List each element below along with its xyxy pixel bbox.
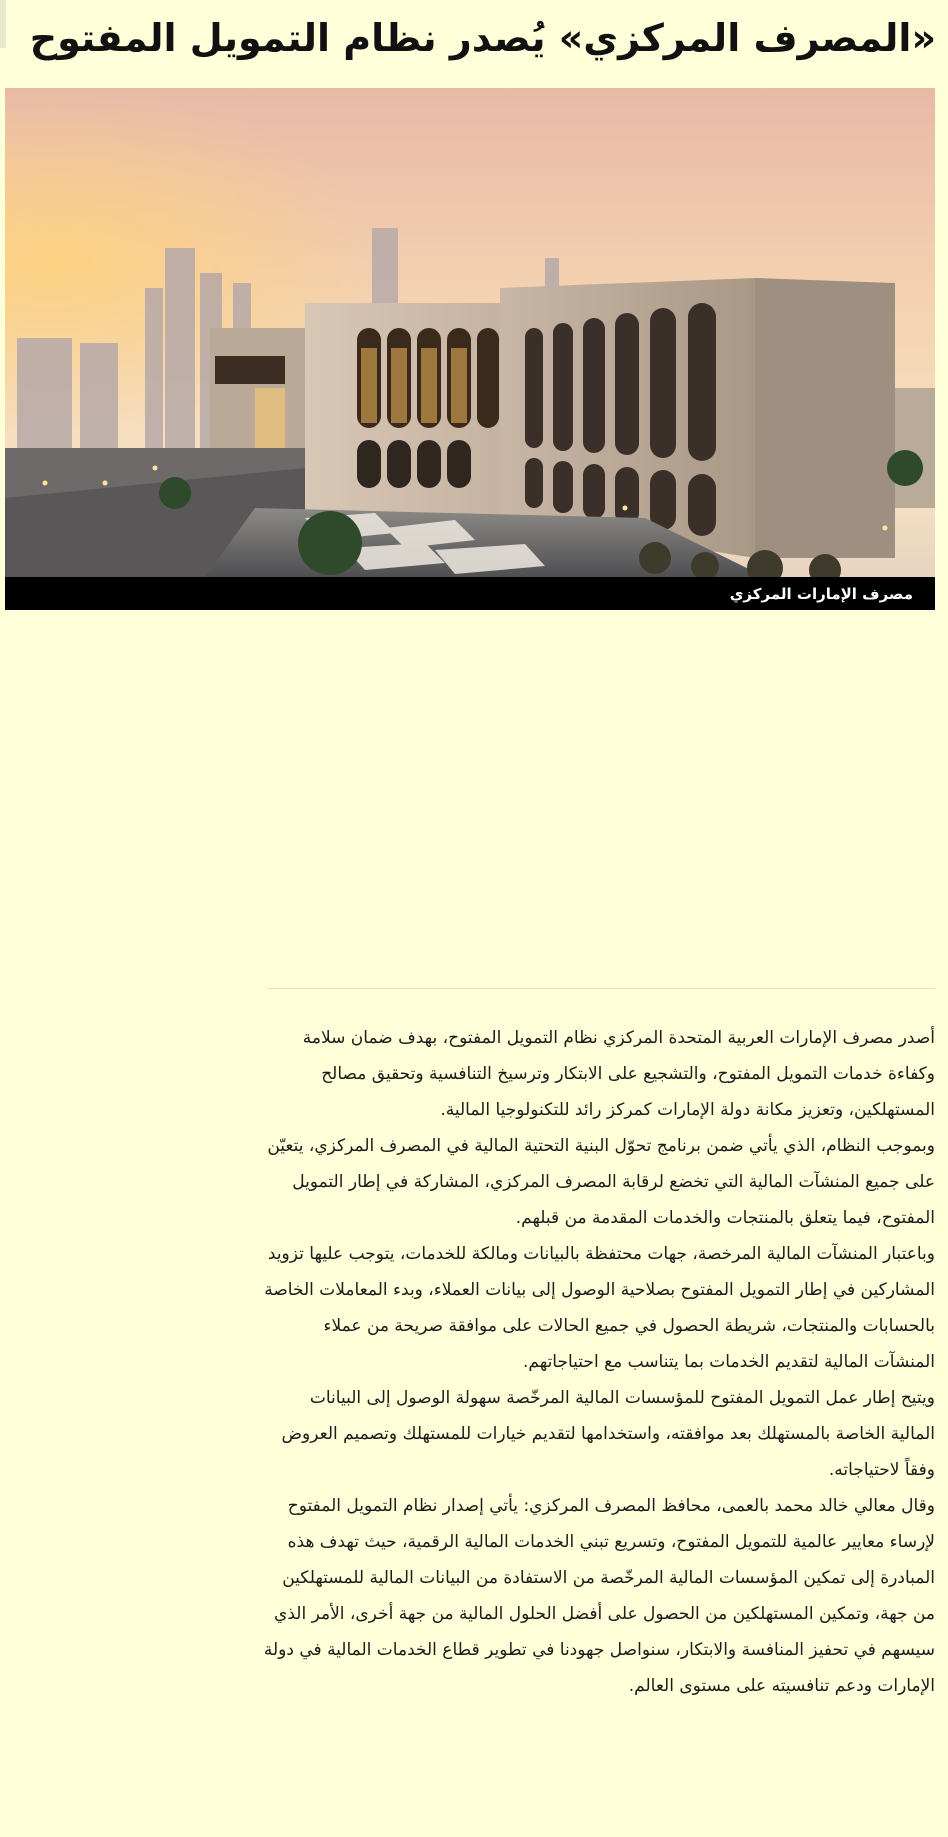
article-paragraph-1: أصدر مصرف الإمارات العربية المتحدة المركزي نظام التمويل المفتوح، بهدف ضمان سلامة وكفاءة خدمات التمويل المفتوح، والتشجيع على الابتكار وترسيخ التنافسية وتحقيق مصالح المستهلكين، وتعزيز مكانة دولة الإمارات كمركز رائد للتكنولوجيا المالية.	[302, 1028, 935, 1120]
article-paragraph-4: ويتيح إطار عمل التمويل المفتوح للمؤسسات المالية المرخّصة سهولة الوصول إلى البيانات المالية الخاصة بالمستهلك بعد موافقته، واستخدامها لتقديم خيارات للمستهلك وتصميم العروض وفقاً لاحتياجاته.	[281, 1388, 935, 1480]
article-headline: «المصرف المركزي» يُصدر نظام التمويل المفتوح	[29, 16, 936, 60]
article-paragraph-3: وباعتبار المنشآت المالية المرخصة، جهات محتفظة بالبيانات ومالكة للخدمات، يتوجب عليها تزويد المشاركين في إطار التمويل المفتوح بصلاحية الوصول إلى بيانات العملاء، وبدء المعاملات الخاصة بالحسابات والمنتجات، شريطة الحصول في جميع الحالات على موافقة صريحة من عملاء المنشآت المالية لتقديم الخدمات بما يتناسب مع احتياجاتهم.	[264, 1244, 935, 1372]
corner-mark	[0, 0, 6, 48]
article-paragraph-2: وبموجب النظام، الذي يأتي ضمن برنامج تحوّل البنية التحتية المالية في المصرف المركزي، يتعيّن على جميع المنشآت المالية التي تخضع لرقابة المصرف المركزي، المشاركة في إطار التمويل المفتوح، فيما يتعلق بالمنتجات والخدمات المقدمة من قبلهم.	[267, 1136, 935, 1228]
image-caption-bar	[5, 577, 935, 610]
central-bank-building-photo	[5, 88, 935, 577]
content-divider	[268, 988, 935, 989]
article-body	[262, 1020, 935, 1704]
article-paragraph-5: وقال معالي خالد محمد بالعمى، محافظ المصرف المركزي: يأتي إصدار نظام التمويل المفتوح لإرساء معايير عالمية للتمويل المفتوح، وتسريع تبني الخدمات المالية الرقمية، حيث تهدف هذه المبادرة إلى تمكين المؤسسات المالية المرخّصة من الاستفادة من البيانات المالية للمستهلكين من جهة، وتمكين المستهلكين من الحصول على أفضل الحلول المالية من جهة أخرى، الأمر الذي سيسهم في تحفيز المنافسة والابتكار، سنواصل جهودنا في تطوير قطاع الخدمات المالية في دولة الإمارات ودعم تنافسيته على مستوى العالم.	[263, 1496, 935, 1696]
image-caption: مصرف الإمارات المركزي	[729, 585, 913, 603]
article-figure	[5, 88, 935, 610]
